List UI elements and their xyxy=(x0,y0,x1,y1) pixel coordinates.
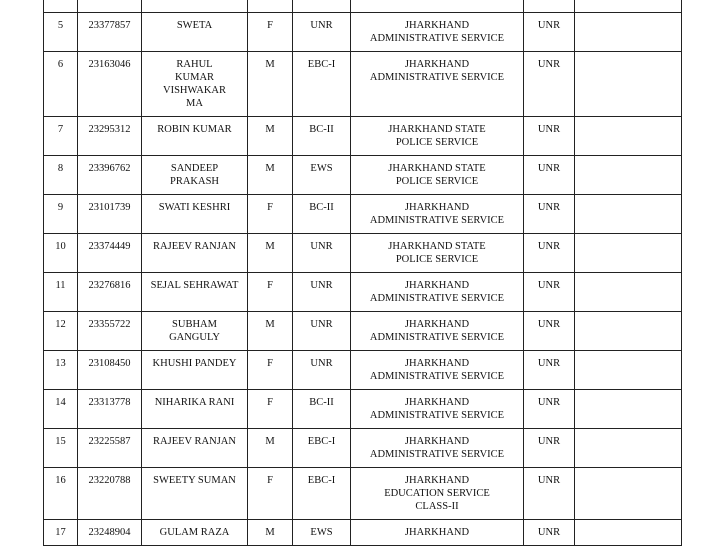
cell-sn: 13 xyxy=(44,351,78,390)
cell-remarks xyxy=(575,195,682,234)
table-row xyxy=(44,390,682,429)
cell-category: BC-II xyxy=(293,195,351,234)
cell-gender: F xyxy=(248,195,293,234)
cell-name: SWEETY SUMAN xyxy=(142,468,248,520)
table-row xyxy=(44,468,682,520)
cell-post: JHARKHAND STATE POLICE SERVICE xyxy=(351,156,524,195)
cell-remarks xyxy=(575,351,682,390)
cell-gender: M xyxy=(248,156,293,195)
cell-remarks xyxy=(575,234,682,273)
cell-name: RAHUL KUMAR VISHWAKAR MA xyxy=(142,52,248,117)
cell-category: EWS xyxy=(293,156,351,195)
cell-category: UNR xyxy=(293,13,351,52)
cell-remarks xyxy=(575,429,682,468)
cell-sn: 7 xyxy=(44,117,78,156)
cell-roll: 23396762 xyxy=(78,156,142,195)
cell-allot: UNR xyxy=(524,117,575,156)
cell-post: JHARKHAND STATE POLICE SERVICE xyxy=(351,234,524,273)
result-table xyxy=(43,0,682,546)
cell-category: BC-II xyxy=(293,390,351,429)
cell-remarks xyxy=(575,0,682,13)
cell-roll: 23163046 xyxy=(78,52,142,117)
cell-name: RAJEEV RANJAN xyxy=(142,429,248,468)
cell-remarks xyxy=(575,117,682,156)
cell-sn: 16 xyxy=(44,468,78,520)
cell-remarks xyxy=(575,156,682,195)
cell-post: JHARKHAND ADMINISTRATIVE SERVICE xyxy=(351,312,524,351)
cell-allot: UNR xyxy=(524,52,575,117)
cell-name: SWETA xyxy=(142,13,248,52)
cell-post: JHARKHAND ADMINISTRATIVE SERVICE xyxy=(351,52,524,117)
cell-sn: 6 xyxy=(44,52,78,117)
cell-allot: UNR xyxy=(524,429,575,468)
cell-sn: 17 xyxy=(44,520,78,546)
cell-name: ROBIN KUMAR xyxy=(142,117,248,156)
cell-roll: 23377857 xyxy=(78,13,142,52)
cell-allot: UNR xyxy=(524,351,575,390)
cell-roll: 23108450 xyxy=(78,351,142,390)
cell-roll: 23248904 xyxy=(78,520,142,546)
cell-roll: 23101739 xyxy=(78,195,142,234)
table-row xyxy=(44,234,682,273)
cell-category: EWS xyxy=(293,520,351,546)
cell-category: UNR xyxy=(293,273,351,312)
cell-post: JHARKHAND ADMINISTRATIVE SERVICE xyxy=(351,13,524,52)
cell-post: JHARKHAND ADMINISTRATIVE SERVICE xyxy=(351,390,524,429)
cell-allot: UNR xyxy=(524,156,575,195)
table-row xyxy=(44,117,682,156)
table-row xyxy=(44,52,682,117)
table-row xyxy=(44,273,682,312)
cell-name: SANDEEP PRAKASH xyxy=(142,156,248,195)
cell-sn: 12 xyxy=(44,312,78,351)
cell-gender: F xyxy=(248,13,293,52)
cell-remarks xyxy=(575,52,682,117)
cell-gender: M xyxy=(248,312,293,351)
cell-post: JHARKHAND ADMINISTRATIVE SERVICE xyxy=(351,273,524,312)
table-row xyxy=(44,520,682,546)
cell-roll xyxy=(78,0,142,13)
cell-post: JHARKHAND EDUCATION SERVICE CLASS-II xyxy=(351,468,524,520)
cell-gender: M xyxy=(248,234,293,273)
cell-post: JHARKHAND ADMINISTRATIVE SERVICE xyxy=(351,351,524,390)
cell-roll: 23355722 xyxy=(78,312,142,351)
cell-category xyxy=(293,0,351,13)
cell-sn: 14 xyxy=(44,390,78,429)
cell-sn: 11 xyxy=(44,273,78,312)
cell-allot xyxy=(524,0,575,13)
cell-name: SEJAL SEHRAWAT xyxy=(142,273,248,312)
table-row xyxy=(44,13,682,52)
cell-roll: 23276816 xyxy=(78,273,142,312)
cell-gender: M xyxy=(248,429,293,468)
cell-remarks xyxy=(575,390,682,429)
cell-roll: 23295312 xyxy=(78,117,142,156)
cell-sn: 10 xyxy=(44,234,78,273)
cell-sn: 8 xyxy=(44,156,78,195)
cell-name: GULAM RAZA xyxy=(142,520,248,546)
cell-roll: 23313778 xyxy=(78,390,142,429)
table-row xyxy=(44,312,682,351)
cell-allot: UNR xyxy=(524,13,575,52)
cell-gender: M xyxy=(248,520,293,546)
cell-roll: 23225587 xyxy=(78,429,142,468)
cell-name: RAJEEV RANJAN xyxy=(142,234,248,273)
cell-category: BC-II xyxy=(293,117,351,156)
cell-allot: UNR xyxy=(524,234,575,273)
cell-category: UNR xyxy=(293,351,351,390)
cell-allot: UNR xyxy=(524,312,575,351)
cell-sn: 5 xyxy=(44,13,78,52)
cell-roll: 23220788 xyxy=(78,468,142,520)
cell-allot: UNR xyxy=(524,273,575,312)
table-body xyxy=(44,0,682,546)
table-row xyxy=(44,0,682,13)
table-row xyxy=(44,156,682,195)
cell-roll: 23374449 xyxy=(78,234,142,273)
cell-sn: 15 xyxy=(44,429,78,468)
table-row xyxy=(44,429,682,468)
cell-gender: F xyxy=(248,390,293,429)
cell-remarks xyxy=(575,312,682,351)
cell-remarks xyxy=(575,468,682,520)
cell-category: EBC-I xyxy=(293,468,351,520)
cell-name: SUBHAM GANGULY xyxy=(142,312,248,351)
cell-allot: UNR xyxy=(524,468,575,520)
cell-category: EBC-I xyxy=(293,429,351,468)
cell-gender: F xyxy=(248,273,293,312)
cell-name: NIHARIKA RANI xyxy=(142,390,248,429)
cell-remarks xyxy=(575,520,682,546)
cell-allot: UNR xyxy=(524,195,575,234)
cell-post: JHARKHAND ADMINISTRATIVE SERVICE xyxy=(351,195,524,234)
table-row xyxy=(44,351,682,390)
cell-sn xyxy=(44,0,78,13)
cell-category: UNR xyxy=(293,234,351,273)
table-row xyxy=(44,195,682,234)
cell-gender: M xyxy=(248,117,293,156)
cell-allot: UNR xyxy=(524,390,575,429)
cell-category: UNR xyxy=(293,312,351,351)
cell-gender: F xyxy=(248,468,293,520)
cell-post xyxy=(351,0,524,13)
cell-remarks xyxy=(575,13,682,52)
cell-name xyxy=(142,0,248,13)
cell-gender: M xyxy=(248,52,293,117)
cell-remarks xyxy=(575,273,682,312)
cell-allot: UNR xyxy=(524,520,575,546)
cell-name: SWATI KESHRI xyxy=(142,195,248,234)
cell-name: KHUSHI PANDEY xyxy=(142,351,248,390)
cell-post: JHARKHAND xyxy=(351,520,524,546)
cell-sn: 9 xyxy=(44,195,78,234)
cell-post: JHARKHAND ADMINISTRATIVE SERVICE xyxy=(351,429,524,468)
cell-category: EBC-I xyxy=(293,52,351,117)
cell-post: JHARKHAND STATE POLICE SERVICE xyxy=(351,117,524,156)
cell-gender: F xyxy=(248,351,293,390)
cell-gender xyxy=(248,0,293,13)
